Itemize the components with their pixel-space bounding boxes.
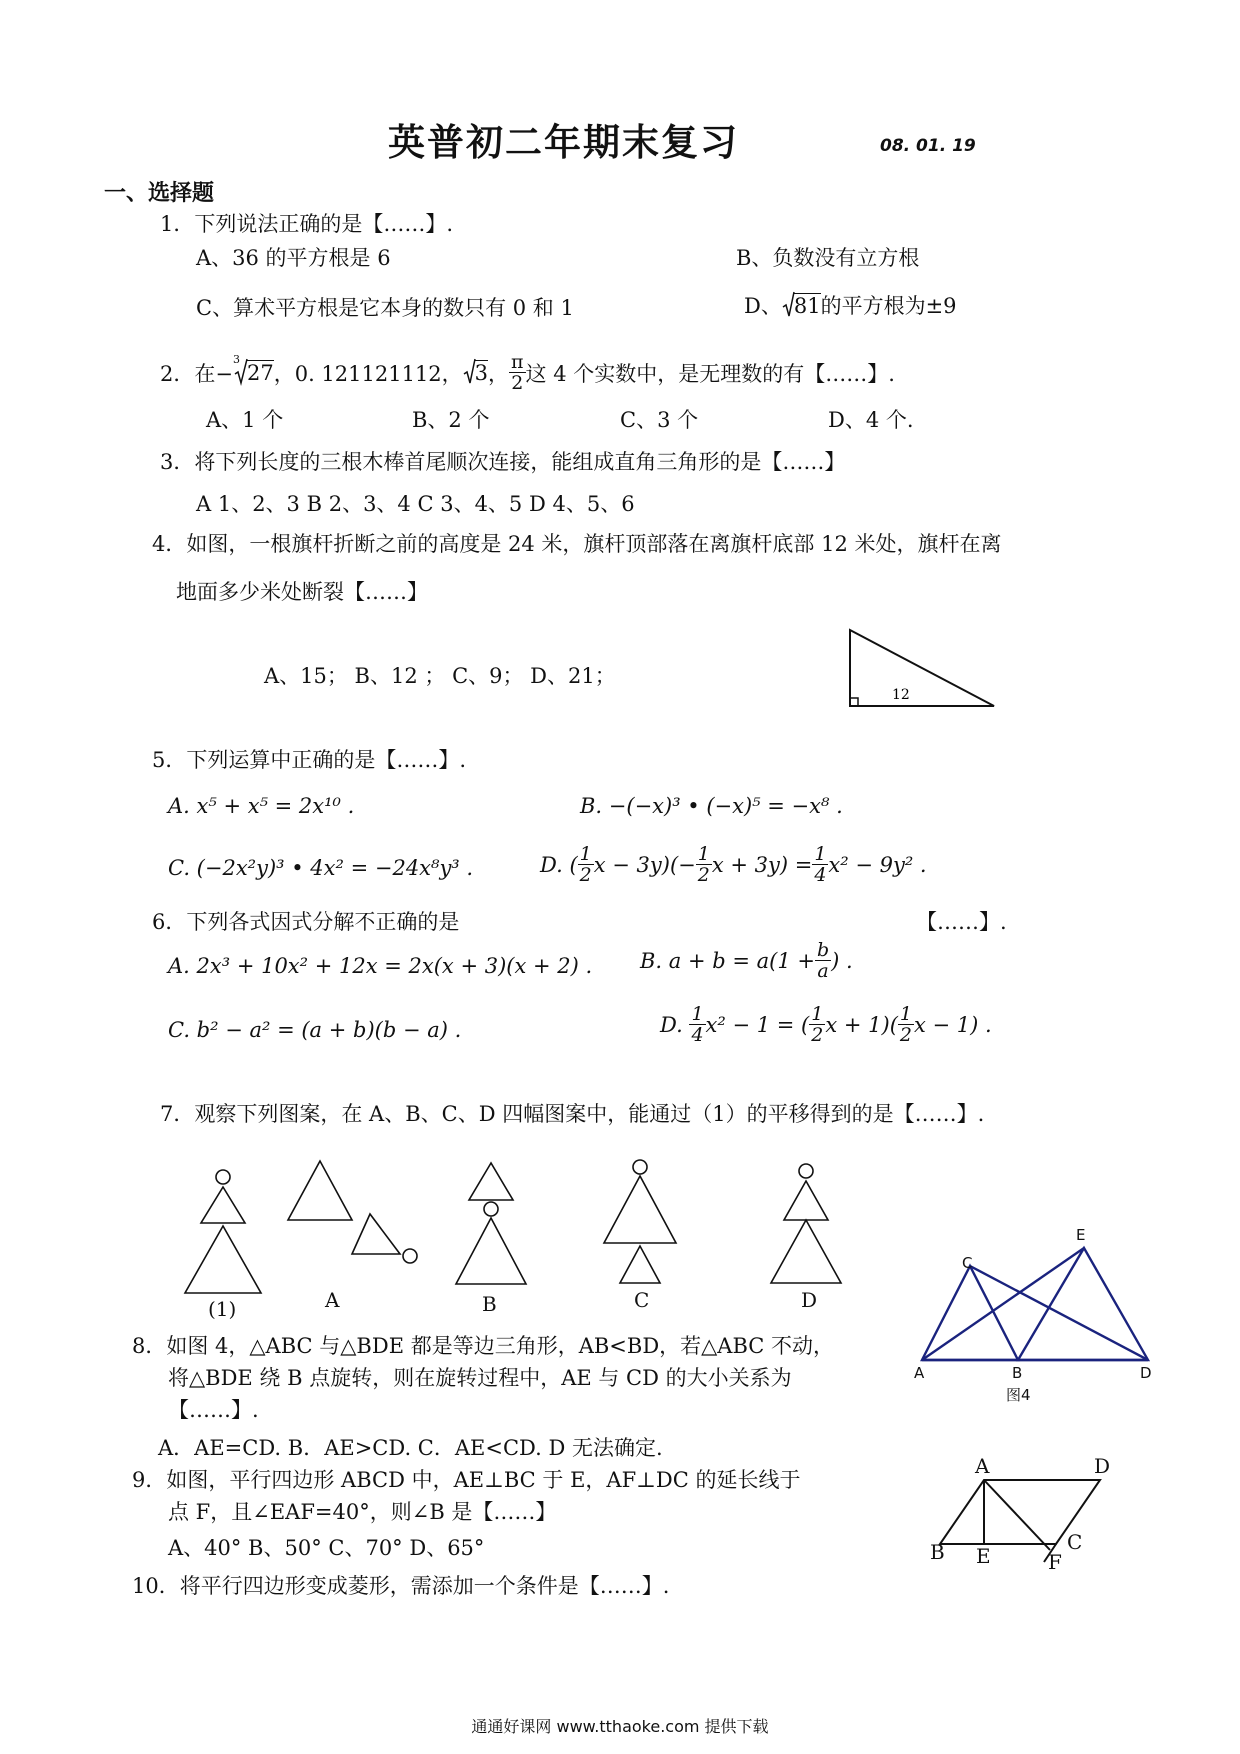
question-1-option-d-suffix: 的平方根为±9: [820, 294, 957, 318]
segment-ae: [922, 1248, 1084, 1360]
pattern-a: [288, 1161, 417, 1263]
question-1-stem: 1．下列说法正确的是【……】.: [160, 212, 454, 236]
fig9-label-e: E: [976, 1544, 991, 1568]
fraction-half: [809, 1004, 825, 1045]
pattern-b-large-triangle: [456, 1218, 526, 1284]
fig4-caption: 图4: [1006, 1386, 1031, 1404]
fraction-denominator: 4: [814, 864, 827, 886]
pattern-d-circle: [799, 1164, 813, 1178]
option-d-tail: x² − 9y² .: [828, 852, 927, 877]
question-1-option-d-radicand: 81: [793, 294, 821, 318]
triangle-bde: [1018, 1248, 1148, 1360]
fig9-label-f: F: [1048, 1550, 1062, 1574]
option-d-part: x − 3y)(−: [593, 852, 696, 877]
fraction-denominator: 2: [579, 864, 592, 886]
question-2-fraction: [509, 352, 526, 393]
question-4-stem-line-1: 4．如图，一根旗杆折断之前的高度是 24 米，旗杆顶部落在离旗杆底部 12 米处，旗杆在离: [152, 532, 1002, 556]
fraction-denominator: a: [817, 960, 829, 982]
question-10-stem: 10．将平行四边形变成菱形，需添加一个条件是【……】.: [132, 1574, 670, 1598]
question-2-option-c: C、3 个: [620, 408, 699, 432]
fraction-quarter: [812, 844, 828, 885]
question-9-options: A、40° B、50° C、70° D、65°: [168, 1536, 485, 1560]
question-2-number: 2．在−: [160, 361, 233, 386]
page-title: 英普初二年期末复习: [388, 121, 739, 164]
fraction-denominator: 2: [697, 864, 710, 886]
right-angle-marker: [850, 698, 858, 706]
question-5-option-d: [540, 844, 927, 885]
option-d-prefix: D. (: [540, 852, 578, 877]
fraction-quarter: [689, 1004, 705, 1045]
pattern-label-1: (1): [208, 1297, 237, 1321]
question-8-options: A．AE=CD. B．AE>CD. C．AE<CD. D 无法确定.: [158, 1436, 663, 1460]
root-index: 3: [232, 352, 240, 366]
fig4-label-c: C: [962, 1254, 973, 1272]
fig4-label-d: D: [1140, 1364, 1152, 1382]
fig4-label-b: B: [1012, 1364, 1023, 1382]
option-d-part: x + 3y) =: [711, 852, 813, 877]
pattern-b: [456, 1163, 526, 1284]
sqrt-symbol: [463, 361, 488, 385]
cube-root-symbol: [232, 352, 274, 385]
pattern-label-a: A: [325, 1288, 340, 1312]
question-2-option-a: A、1 个: [206, 408, 284, 432]
question-8-figure-4: [910, 1232, 1150, 1372]
pattern-label-c: C: [634, 1288, 650, 1312]
pattern-1: [185, 1170, 261, 1293]
pattern-1-large-triangle: [185, 1226, 261, 1293]
question-6-stem: 6．下列各式因式分解不正确的是: [152, 910, 460, 934]
pattern-d-small-triangle: [784, 1181, 828, 1220]
fig9-label-a: A: [975, 1454, 990, 1478]
question-3-stem: 3．将下列长度的三根木棒首尾顺次连接，能组成直角三角形的是【……】: [160, 450, 846, 474]
question-2-option-d: D、4 个.: [828, 408, 914, 432]
pattern-c-small-triangle: [620, 1246, 660, 1283]
question-2-radicand-2: 3: [474, 360, 489, 385]
option-d-part: x² − 1 = (: [705, 1012, 810, 1037]
fraction-numerator: b: [816, 939, 830, 961]
question-1-option-a: A、36 的平方根是 6: [196, 246, 391, 270]
segment-af: [984, 1480, 1050, 1550]
question-9-parallelogram-figure: [924, 1470, 1124, 1580]
pattern-c-large-triangle: [604, 1176, 676, 1243]
pattern-label-d: D: [801, 1288, 818, 1312]
question-2-comma: ，: [488, 361, 510, 386]
question-5-option-c: C. (−2x²y)³ • 4x² = −24x⁸y³ .: [168, 856, 474, 880]
question-8-stem-line-1: 8．如图 4，△ABC 与△BDE 都是等边三角形，AB<BD，若△ABC 不动，: [132, 1334, 835, 1358]
pattern-a-circle: [403, 1249, 417, 1263]
fraction-half: [696, 844, 712, 885]
question-5-option-b: B. −(−x)³ • (−x)⁵ = −x⁸ .: [580, 794, 843, 818]
pattern-label-b: B: [482, 1292, 497, 1316]
date-stamp: 08. 01. 19: [880, 136, 976, 156]
question-5-option-a: A. x⁵ + x⁵ = 2x¹⁰ .: [168, 794, 355, 818]
pattern-d-large-triangle: [771, 1220, 841, 1283]
question-1-option-d-prefix: D、: [744, 294, 782, 318]
question-2-tail: 这 4 个实数中，是无理数的有【……】.: [525, 361, 895, 386]
pattern-c: [604, 1160, 676, 1283]
footer-credit: 通通好课网 www.tthaoke.com 提供下载: [471, 1717, 769, 1736]
question-9-stem-line-1: 9．如图，平行四边形 ABCD 中，AE⊥BC 于 E，AF⊥DC 的延长线于: [132, 1468, 801, 1492]
pattern-d: [771, 1164, 841, 1283]
fraction-denominator: 2: [899, 1024, 912, 1046]
option-d-part: x + 1)(: [825, 1012, 898, 1037]
right-triangle: [850, 630, 994, 706]
question-6-option-d: [660, 1004, 992, 1045]
fraction-half: [578, 844, 594, 885]
question-4-stem-line-2: 地面多少米处断裂【……】: [176, 580, 428, 604]
fraction-b-over-a: [815, 940, 831, 981]
option-b-tail: ) .: [831, 948, 853, 973]
question-6-option-a: A. 2x³ + 10x² + 12x = 2x(x + 3)(x + 2) .: [168, 954, 593, 978]
section-heading: 一、选择题: [104, 181, 215, 206]
fraction-numerator: 1: [814, 843, 827, 865]
pattern-1-small-triangle: [201, 1187, 245, 1223]
option-b-prefix: B. a + b = a(1 +: [640, 948, 815, 973]
option-d-prefix: D.: [660, 1012, 683, 1037]
question-1-option-b: B、负数没有立方根: [736, 246, 920, 270]
question-6-option-b: [640, 940, 853, 981]
question-7-stem: 7．观察下列图案，在 A、B、C、D 四幅图案中，能通过（1）的平移得到的是【……】.: [160, 1102, 985, 1126]
triangle-label-12: 12: [892, 687, 910, 703]
pattern-b-small-triangle: [469, 1163, 513, 1200]
fig9-label-c: C: [1067, 1530, 1083, 1554]
fraction-numerator: 1: [899, 1003, 912, 1025]
question-8-stem-line-2: 将△BDE 绕 B 点旋转，则在旋转过程中，AE 与 CD 的大小关系为: [168, 1366, 792, 1390]
question-2-radicand-1: 27: [246, 360, 274, 385]
question-3-options: A 1、2、3 B 2、3、4 C 3、4、5 D 4、5、6: [196, 492, 635, 516]
question-2-stem: [160, 352, 895, 393]
pattern-c-circle: [633, 1160, 647, 1174]
question-1-option-d: [744, 290, 957, 320]
fraction-numerator: 1: [697, 843, 710, 865]
question-1-option-c: C、算术平方根是它本身的数只有 0 和 1: [196, 296, 574, 320]
fig4-label-a: A: [914, 1364, 925, 1382]
question-4-triangle-figure: [836, 620, 996, 716]
fraction-numerator: π: [511, 351, 524, 373]
pattern-b-circle: [484, 1202, 498, 1216]
fraction-denominator: 4: [691, 1024, 704, 1046]
triangle-abc: [922, 1266, 1018, 1360]
fraction-numerator: 1: [579, 843, 592, 865]
question-6-option-c: C. b² − a² = (a + b)(b − a) .: [168, 1018, 462, 1042]
question-4-options: A、15； B、12 ； C、9； D、21；: [264, 664, 616, 688]
question-5-stem: 5．下列运算中正确的是【……】.: [152, 748, 467, 772]
fraction-denominator: 2: [511, 372, 524, 394]
question-2-mid: ，0. 121121112，: [273, 361, 463, 386]
question-9-stem-line-2: 点 F，且∠EAF=40°，则∠B 是【……】: [168, 1500, 557, 1524]
option-d-tail: x − 1) .: [914, 1012, 992, 1037]
fraction-half: [898, 1004, 914, 1045]
fraction-numerator: 1: [811, 1003, 824, 1025]
question-2-option-b: B、2 个: [412, 408, 490, 432]
question-8-stem-line-3: 【……】.: [168, 1398, 259, 1422]
pattern-a-large-triangle: [288, 1161, 352, 1220]
pattern-a-small-triangle: [352, 1214, 400, 1254]
fraction-denominator: 2: [811, 1024, 824, 1046]
fig9-label-d: D: [1094, 1454, 1111, 1478]
fig9-label-b: B: [930, 1540, 945, 1564]
pattern-1-circle: [216, 1170, 230, 1184]
question-6-answer-bracket: 【……】.: [916, 910, 1007, 934]
fig4-label-e: E: [1076, 1226, 1086, 1244]
sqrt-symbol: [782, 294, 821, 318]
fraction-numerator: 1: [691, 1003, 704, 1025]
